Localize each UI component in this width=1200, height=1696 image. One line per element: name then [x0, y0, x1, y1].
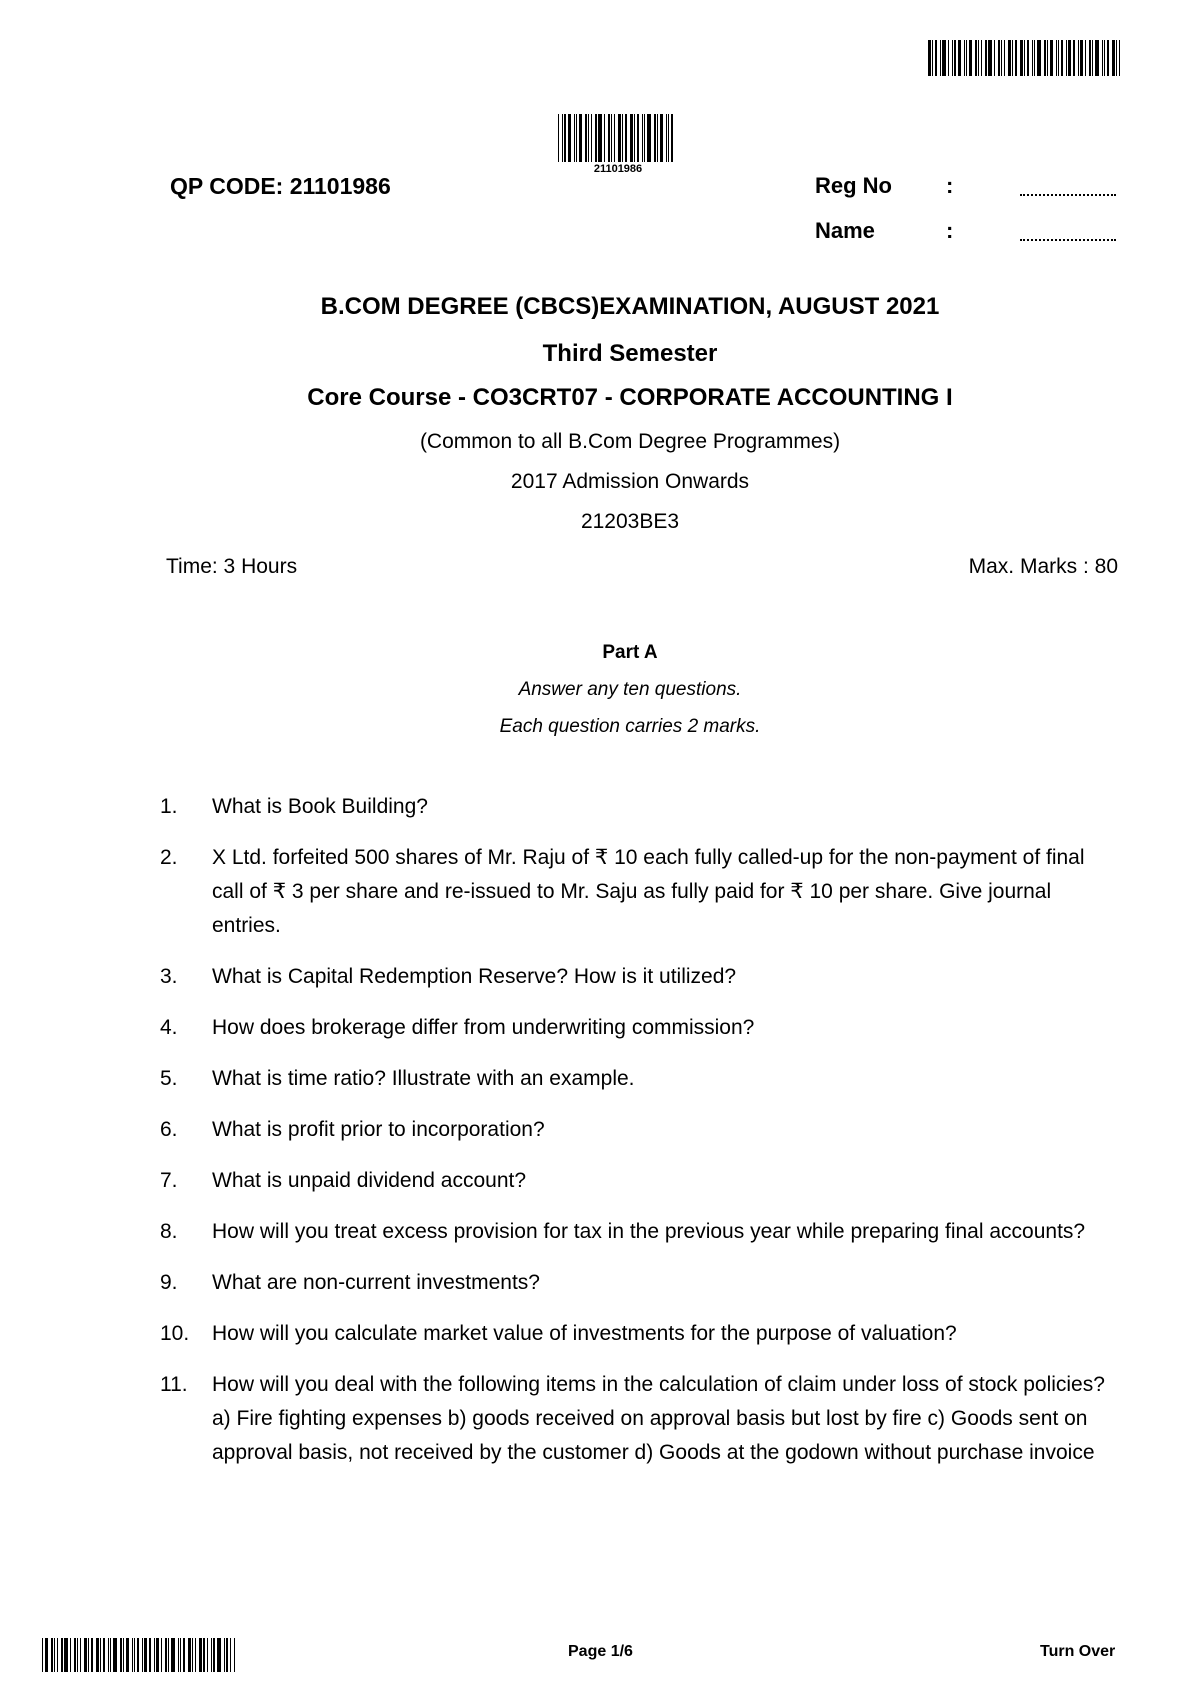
max-marks-label: Max. Marks : 80 [968, 555, 1118, 578]
question-text: How will you treat excess provision for tax in the previous year while preparing final accounts? [212, 1220, 1086, 1243]
question-item [160, 1011, 1120, 1045]
reg-no-label: Reg No [815, 173, 892, 198]
part-a-instruction-2: Each question carries 2 marks. [499, 716, 761, 737]
question-subtext: a) Fire fighting expenses b) goods received on approval basis but lost by fire c) Goods sent on approval basis, not received by the customer d) Goods at the godown without purchase invoice [212, 1407, 1095, 1464]
question-number: 2. [160, 846, 178, 869]
question-item [160, 1113, 1120, 1147]
course-title: Core Course - CO3CRT07 - CORPORATE ACCOUNTING I [307, 384, 953, 411]
question-text: What is profit prior to incorporation? [212, 1118, 545, 1141]
question-text: How does brokerage differ from underwriting commission? [212, 1016, 755, 1039]
name-label: Name [815, 218, 875, 243]
question-number: 5. [160, 1067, 178, 1090]
barcode-center [558, 114, 678, 162]
barcode-top-right [928, 40, 1128, 76]
question-list [160, 790, 1120, 1487]
question-item [160, 841, 1120, 943]
question-item [160, 960, 1120, 994]
question-number: 10. [160, 1322, 190, 1345]
question-text: What is Capital Redemption Reserve? How is it utilized? [212, 965, 737, 988]
reg-no-colon: : [946, 173, 954, 198]
page-number: Page 1/6 [568, 1643, 633, 1660]
question-text: What is unpaid dividend account? [212, 1169, 527, 1192]
question-item [160, 1368, 1120, 1470]
question-number: 11. [160, 1373, 188, 1396]
part-a-instruction-1: Answer any ten questions. [518, 679, 742, 700]
time-label: Time: 3 Hours [166, 555, 298, 578]
question-item [160, 1317, 1120, 1351]
exam-title: B.COM DEGREE (CBCS)EXAMINATION, AUGUST 2021 [320, 293, 940, 320]
part-a-title: Part A [602, 642, 658, 663]
question-item [160, 1062, 1120, 1096]
name-colon: : [946, 218, 954, 243]
question-text: What are non-current investments? [212, 1271, 540, 1294]
question-text-block [212, 1368, 1120, 1470]
reg-no-field [1020, 194, 1116, 196]
question-text: How will you calculate market value of investments for the purpose of valuation? [212, 1322, 957, 1345]
question-number: 8. [160, 1220, 178, 1243]
barcode-number: 21101986 [593, 163, 643, 175]
question-number: 3. [160, 965, 178, 988]
question-item [160, 790, 1120, 824]
admission-note: 2017 Admission Onwards [510, 470, 750, 493]
paper-code: 21203BE3 [580, 510, 680, 533]
barcode-bottom-left [42, 1638, 242, 1672]
question-number: 6. [160, 1118, 178, 1141]
question-text: What is Book Building? [212, 795, 428, 818]
question-item [160, 1215, 1120, 1249]
question-text: X Ltd. forfeited 500 shares of Mr. Raju of ₹ 10 each fully called-up for the non-payment of final call of ₹ 3 per share and re-issued to Mr. Saju as fully paid for ₹ 10 per share. Give journal entries. [212, 846, 1085, 937]
turn-over-label: Turn Over [1040, 1643, 1116, 1660]
question-number: 4. [160, 1016, 178, 1039]
question-text: What is time ratio? Illustrate with an example. [212, 1067, 635, 1090]
question-text: How will you deal with the following items in the calculation of claim under loss of stock policies? [212, 1373, 1105, 1396]
question-number: 7. [160, 1169, 178, 1192]
name-field [1020, 239, 1116, 241]
question-number: 1. [160, 795, 178, 818]
common-note: (Common to all B.Com Degree Programmes) [419, 430, 841, 453]
semester-title: Third Semester [542, 340, 718, 367]
question-item [160, 1164, 1120, 1198]
question-number: 9. [160, 1271, 178, 1294]
question-item [160, 1266, 1120, 1300]
qp-code: QP CODE: 21101986 [170, 173, 391, 199]
